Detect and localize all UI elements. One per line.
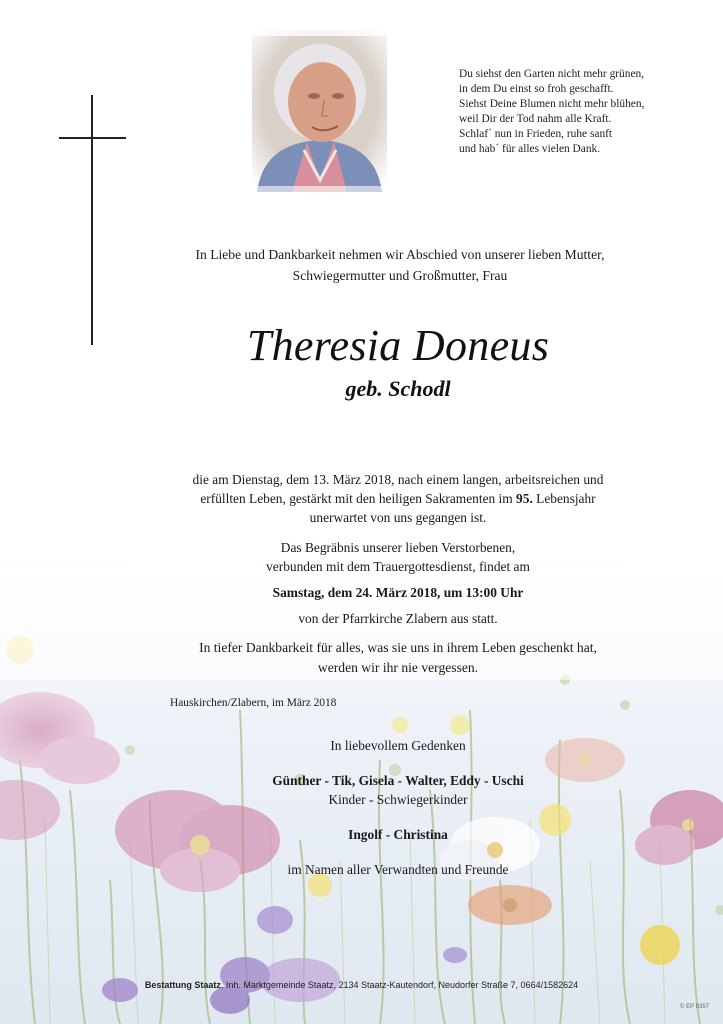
place-and-date: Hauskirchen/Zlabern, im März 2018 [170,697,337,709]
poem-line: in dem Du einst so froh geschafft. [459,83,614,95]
deceased-name: Theresia Doneus [246,321,550,370]
funeral-line: verbunden mit dem Trauergottesdienst, findet am [266,559,530,574]
poem-line: Du siehst den Garten nicht mehr grünen, [459,68,645,80]
death-notice [120,470,676,527]
mourners-children-names: Günther - Tik, Gisela - Walter, Eddy - Uschi [272,773,524,788]
poem-line: Siehst Deine Blumen nicht mehr blühen, [459,98,645,110]
mourners-grandchildren-names: Ingolf - Christina [348,827,448,842]
mourners-closing: im Namen aller Verwandten und Freunde [287,862,509,877]
death-notice-text: erfüllten Leben, gestärkt mit den heiligen Sakramenten im [200,491,517,506]
death-notice-text: Lebensjahr [532,491,596,506]
gratitude-text [110,638,686,678]
death-notice-line: die am Dienstag, dem 13. März 2018, nach einem langen, arbeitsreichen und [192,472,604,487]
maiden-name: geb. Schodl [345,376,451,401]
funeral-home-details: , Inh. Marktgemeinde Staatz, 2134 Staatz-Kautendorf, Neudorfer Straße 7, 0664/1582624 [220,980,579,990]
funeral-home-name: Bestattung Staatz [144,980,221,990]
poem-line: und hab´ für alles vielen Dank. [459,143,601,155]
gratitude-line: werden wir ihr nie vergessen. [317,660,479,675]
print-code: © EP 9357 [680,1004,709,1010]
farewell-intro [90,244,710,286]
funeral-info [120,538,676,628]
death-notice-line [120,489,676,508]
intro-line: In Liebe und Dankbarkeit nehmen wir Abschied von unserer lieben Mutter, [195,247,605,262]
funeral-home-footer [0,980,723,990]
gratitude-line: In tiefer Dankbarkeit für alles, was sie uns in ihrem Leben geschenkt hat, [199,640,597,655]
death-notice-line: unerwartet von uns gegangen ist. [309,510,487,525]
funeral-line: Das Begräbnis unserer lieben Verstorbenen, [280,540,516,555]
poem-line: Schlaf´ nun in Frieden, ruhe sanft [459,128,613,140]
poem-line: weil Dir der Tod nahm alle Kraft. [459,113,612,125]
funeral-line: von der Pfarrkirche Zlabern aus statt. [298,611,498,626]
mourners-children-role: Kinder - Schwiegerkinder [328,792,468,807]
mourners-list [120,736,676,879]
funeral-date: Samstag, dem 24. März 2018, um 13:00 Uhr [272,585,524,600]
cross-horizontal-bar [59,137,126,139]
memorial-poem [459,67,679,157]
mourners-heading: In liebevollem Gedenken [330,738,466,753]
cross-vertical-bar [91,95,93,345]
age-year: 95. [516,491,533,506]
portrait-photo [252,30,387,192]
intro-line: Schwiegermutter und Großmutter, Frau [292,268,508,283]
